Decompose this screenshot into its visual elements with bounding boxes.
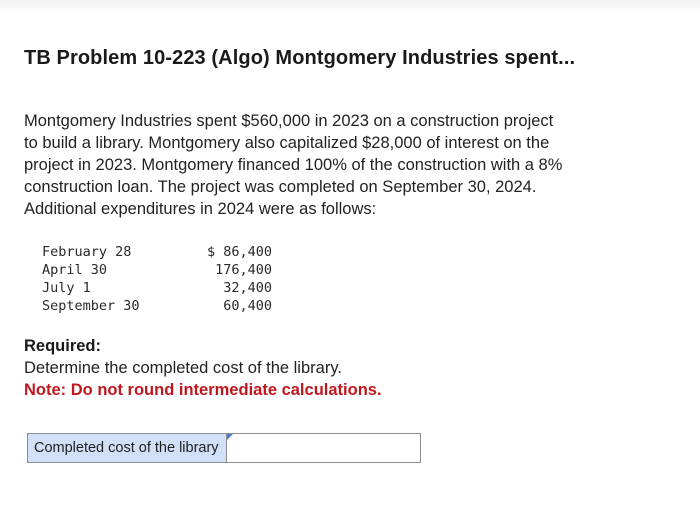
expenditure-amount: 176,400 [215, 262, 272, 278]
table-row [42, 279, 272, 297]
expenditures-table [42, 243, 272, 315]
top-divider [0, 0, 700, 14]
expenditure-date: February 28 [42, 244, 132, 260]
table-row [42, 261, 272, 279]
description-line: Additional expenditures in 2024 were as follows: [24, 200, 377, 218]
input-marker-icon [227, 434, 233, 440]
expenditure-date: April 30 [42, 262, 108, 278]
description-line: to build a library. Montgomery also capitalized $28,000 of interest on the [24, 134, 550, 152]
completed-cost-input[interactable] [227, 434, 420, 462]
answer-row [27, 433, 421, 463]
problem-description [24, 110, 664, 220]
table-row [42, 297, 272, 315]
problem-title: TB Problem 10-223 (Algo) Montgomery Industries spent... [24, 47, 576, 69]
required-heading: Required: [24, 337, 102, 355]
rounding-note: Note: Do not round intermediate calculations. [24, 381, 382, 399]
required-instruction: Determine the completed cost of the library. [24, 359, 342, 377]
description-line: project in 2023. Montgomery financed 100% of the construction with a 8% [24, 156, 563, 174]
table-row [42, 243, 272, 261]
expenditure-date: July 1 [42, 280, 91, 296]
answer-label: Completed cost of the library [28, 434, 227, 462]
expenditure-amount: $ 86,400 [206, 244, 272, 260]
expenditure-date: September 30 [42, 298, 140, 314]
expenditure-amount: 32,400 [223, 280, 272, 296]
expenditure-amount: 60,400 [223, 298, 272, 314]
description-line: construction loan. The project was completed on September 30, 2024. [24, 178, 537, 196]
description-line: Montgomery Industries spent $560,000 in 2023 on a construction project [24, 112, 554, 130]
answer-input-wrapper [227, 434, 420, 462]
